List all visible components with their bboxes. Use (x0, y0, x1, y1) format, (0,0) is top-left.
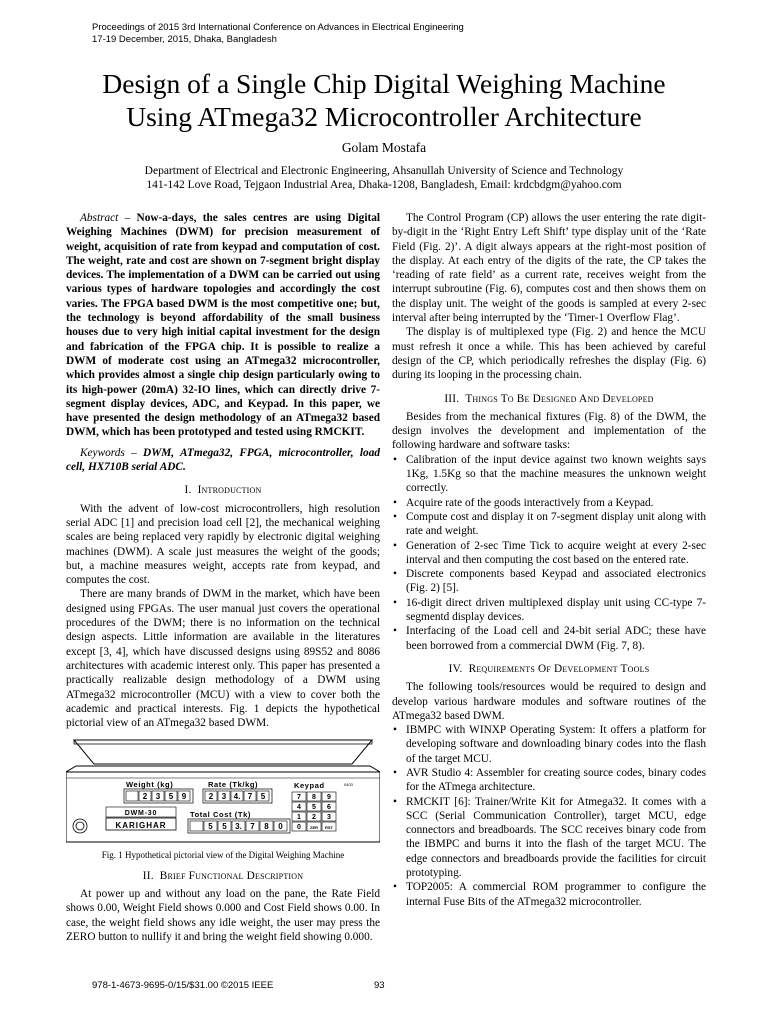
total-cost-digit-box (190, 821, 203, 831)
title-line1: Design of a Single Chip Digital Weighing Machine (102, 68, 666, 99)
list-item: • RMCKIT [6]: Trainer/Write Kit for Atmega32. It comes with a SCC (Serial Communication Controller), target MCU, edge connectors and breadboards. The SCC receives binary code from the IBMPC and burns it into the flash of the target MCU. The edge connectors and breadboards provide the facilities for circuit prototyping. (392, 795, 706, 881)
affiliation-line2: 141-142 Love Road, Tejgaon Industrial Area, Dhaka-1208, Bangladesh, Email: krdcbdgm@yahoo.com (146, 179, 622, 191)
things-intro: Besides from the mechanical fixtures (Fig. 8) of the DWM, the design involves the development and implementation of the following hardware and software tasks: (392, 410, 706, 452)
section-number: IV. (448, 662, 463, 675)
section-heading-introduction (66, 483, 380, 497)
list-item: • Interfacing of the Load cell and 24-bit serial ADC; these have been borrowed from a commercial DWM (Fig. 7, 8). (392, 624, 706, 653)
dwm-drawing (66, 738, 380, 844)
keypad (292, 792, 336, 831)
footer-isbn: 978-1-4673-9695-0/15/$31.00 ©2015 IEEE (92, 980, 274, 991)
keypad-key-label: 5 (312, 804, 316, 812)
total-cost-digit: 8 (264, 822, 269, 832)
keypad-key-label: 9 (327, 794, 331, 802)
conference-header-line1: Proceedings of 2015 3rd International Conference on Advances in Electrical Engineering (92, 22, 464, 33)
section-heading-things (392, 392, 706, 406)
rate-digit: 3 (221, 792, 227, 802)
section-title: Introduction (197, 484, 262, 497)
right-paragraph-1: The Control Program (CP) allows the user entering the rate digit-by-digit in the ‘Right Entry Left Shift’ type display unit of the ‘Rate Field (Fig. 2)’. A digit always appears at the right-most position of the display. At each entry of the digits of the rate, the CP takes the ‘reading of rate field’ as a current rate, receives weight from the interrupt subroutine (Fig. 6), computes cost and then shows them on the display unit. The weight of the goods is sampled at every 2-sec interval after being interrupted by the ‘Timer-1 Overflow Flag’. (392, 212, 706, 325)
weight-digit: 5 (168, 792, 174, 802)
rate-display (203, 789, 272, 803)
keypad-key-label: 4 (297, 804, 301, 812)
total-cost-digit: 0 (278, 822, 283, 832)
section-title: Requirements Of Development Tools (468, 662, 650, 675)
weight-digit: 2 (142, 792, 148, 802)
model-label: DWM-30 (124, 810, 158, 818)
section-number: III. (444, 392, 460, 405)
section-number: II. (142, 869, 154, 882)
page-number: 93 (374, 980, 385, 991)
paper-title (40, 67, 728, 133)
rate-digit: 4. (233, 792, 241, 802)
right-column (392, 211, 706, 909)
power-button-outer (73, 819, 87, 833)
section-title: Brief Functional Description (159, 869, 304, 882)
title-line2: Using ATmega32 Microcontroller Architecture (126, 101, 642, 132)
list-item: • Compute cost and display it on 7-segment display unit along with rate and weight. (392, 510, 706, 539)
functional-paragraph-1: At power up and without any load on the pane, the Rate Field shows 0.00, Weight Field shows 0.000 and Cost Field shows 0.00. In case, the weight field shows any idle weight, the user may press the ZERO button to nullify it and bring the weight field showing 0.000. (66, 887, 380, 943)
rate-digit: 7 (247, 792, 253, 802)
weight-digit-box (126, 791, 138, 801)
list-item: • TOP2005: A commercial ROM programmer to configure the internal Fuse Bits of the ATmega32 microcontroller. (392, 880, 706, 909)
rate-field-label: Rate (Tk/kg) (208, 780, 259, 790)
power-button-inner (76, 822, 84, 830)
weight-display (124, 789, 193, 803)
figure-1-dwm-illustration (66, 738, 380, 844)
author-name: Golam Mostafa (341, 140, 427, 155)
keypad-key-label: 6 (327, 804, 331, 812)
total-cost-digit: 7 (250, 822, 255, 832)
list-item: • IBMPC with WINXP Operating System: It offers a platform for developing software and downloading binary codes into the flash of the target MCU. (392, 723, 706, 766)
keypad-key-label: 0 (297, 824, 301, 832)
weight-digit: 9 (181, 792, 187, 802)
total-cost-display (188, 819, 290, 833)
keypad-label: Keypad (294, 781, 325, 791)
keypad-key-label: 3 (327, 814, 331, 822)
abstract-text: Now-a-days, the sales centres are using Digital Weighing Machines (DWM) for precision measurement of weight, acquisition of rate from keypad and computation of cost. The weight, rate and cost are shown on 7-segment bright display devices. The implementation of a DWM can be carried out using various types of hardware topologies and accordingly the cost varies. The FPGA based DWM is the most competitive one; but, the technology is beyond affordability of the small business houses due to very high initial capital investment for the design and fabrication of the FPGA chip. It is possible to realize a DWM of moderate cost using an ATmega32 microcontroller, which provides almost a single chip design particularly owing to its high-power (20mA) 32-IO lines, which can directly drive 7-segment display devices, ADC, and Keypad. In this paper, we have presented the design methodology of an ATmega32 based DWM, which has been prototyped and tested using RMCKIT. (66, 212, 381, 439)
keypad-key-label: 1 (297, 814, 301, 822)
rate-digit: 2 (208, 792, 214, 802)
keypad-key-label: RST (325, 825, 333, 831)
section-heading-tools (392, 662, 706, 676)
left-column (66, 211, 380, 944)
pan-rim (74, 740, 372, 744)
total-cost-digit: 5 (222, 822, 227, 832)
list-item: • Acquire rate of the goods interactively from a Keypad. (392, 496, 706, 510)
rate-digit: 5 (260, 792, 266, 802)
affiliation-line1: Department of Electrical and Electronic Engineering, Ahsanullah University of Science and Technology (144, 165, 624, 177)
keywords (66, 446, 380, 475)
tools-list (392, 723, 706, 909)
intro-paragraph-1: With the advent of low-cost microcontrollers, high resolution serial ADC [1] and precision load cell [2], the mechanical weighing scales are being replaced very rapidly by electronic digital weighing machines (DWM). A scale just measures the weight of the goods; but, a machine measures weight, accepts rate from keypad, and computes the cost. (66, 502, 380, 587)
keypad-key-label: 8 (312, 794, 316, 802)
intro-paragraph-2: There are many brands of DWM in the market, which have been designed using FPGAs. The user manual just covers the operational procedures of the DWM; there is no information on the technical design aspects. Little information are available in the literatures except [3, 4], which have discussed designs using 89S52 and 8086 architectures with academic interest only. This paper has presented a practically realizable design methodology of a DWM using ATmega32 microcontroller (MCU) with a view to cover both the academic and practical interests. Fig. 1 depicts the hypothetical pictorial view of an ATmega32 based DWM. (66, 588, 380, 730)
weight-field-label: Weight (kg) (126, 780, 174, 790)
keywords-text: DWM, ATmega32, FPGA, microcontroller, load cell, HX710B serial ADC. (66, 446, 380, 474)
body-top-edge (66, 766, 380, 772)
keywords-lead: Keywords – (80, 446, 137, 459)
keypad-key-label: ZER (310, 825, 318, 831)
right-paragraph-2: The display is of multiplexed type (Fig. 2) and hence the MCU must refresh it once a while. This has been achieved by careful design of the CP, which periodically refreshes the display (Fig. 6) during its looping in the processing chain. (392, 326, 706, 382)
list-item: • Discrete components based Keypad and associated electronics (Fig. 2) [5]. (392, 567, 706, 596)
tools-intro: The following tools/resources would be required to design and develop various hardware modules and software routines of the ATmega32 based DWM. (392, 681, 706, 722)
section-number: I. (184, 484, 192, 497)
list-item: • 16-digit direct driven multiplexed display unit using CC-type 7-segmentd display devices. (392, 596, 706, 625)
total-cost-digit: 3. (235, 822, 242, 832)
conference-header-line2: 17-19 December, 2015, Dhaka, Bangladesh (92, 34, 277, 45)
section-heading-functional (66, 869, 380, 883)
list-item: • AVR Studio 4: Assembler for creating source codes, binary codes for the ATmega architecture. (392, 766, 706, 795)
figure-1-caption: Fig. 1 Hypothetical pictorial view of the Digital Weighing Machine (101, 850, 345, 861)
abstract-lead: Abstract – (80, 212, 131, 224)
total-cost-label: Total Cost (Tk) (190, 810, 251, 820)
weight-digit: 3 (155, 792, 161, 802)
list-item: • Generation of 2-sec Time Tick to acquire weight at every 2-sec interval and then computing the cost based on the entered rate. (392, 539, 706, 568)
keypad-key-label: 2 (312, 814, 316, 822)
list-item: • Calibration of the input device against two known weights says 1Kg, 1.5Kg so that the machine measures the unknown weight correctly. (392, 453, 706, 496)
abstract (66, 211, 380, 440)
weighing-pan (74, 740, 372, 764)
keypad-key-label: 7 (297, 794, 301, 802)
total-cost-digit: 5 (208, 822, 213, 832)
section-title: Things To Be Designed And Developed (465, 392, 654, 405)
brand-label: KARIGHAR (115, 821, 167, 831)
side-code-label: 0403 (344, 782, 353, 788)
things-list (392, 453, 706, 653)
